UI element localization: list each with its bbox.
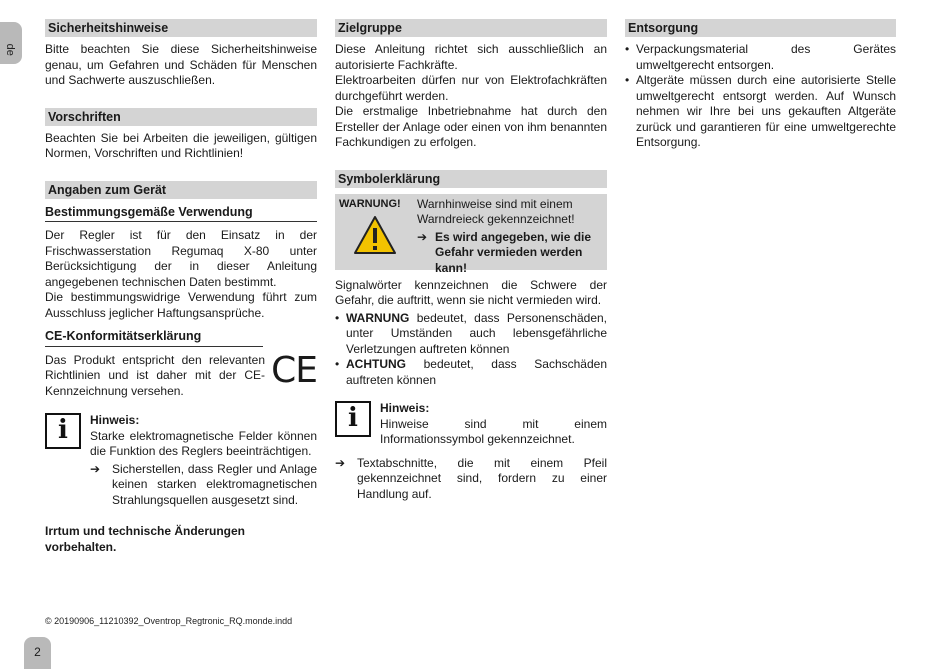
note-text: Starke elektromagnetische Felder können die Funktion des Reglers beeinträchtigen.	[90, 428, 317, 458]
heading-symbols: Symbolerklärung	[335, 170, 607, 188]
signal-word-text: bedeutet, dass Personenschäden, unter Umständen auch lebensgefährliche Verletzungen auftreten können	[346, 310, 607, 356]
page-number: 2	[24, 637, 51, 669]
warning-text: Warnhinweise sind mit einem Warndreieck gekennzeichnet!	[417, 196, 575, 226]
signal-words-text: Signalwörter kennzeichnen die Schwere der Gefahr, die auftritt, wenn sie nicht vermieden wird.	[335, 277, 607, 307]
warning-label: WARNUNG!	[339, 197, 401, 210]
heading-disposal: Entsorgung	[625, 19, 896, 37]
ce-block	[45, 349, 317, 400]
column-2	[335, 19, 607, 502]
target-text-3: Die erstmalige Inbetriebnahme hat durch den Ersteller der Anlage oder einen von ihm benannten Fachkundigen zu erfolgen.	[335, 104, 607, 149]
note-action: Sicherstellen, dass Regler und Anlage keinen starken elektromagnetischen Strahlungsquellen ausgesetzt sind.	[112, 461, 317, 507]
warning-action: Es wird angegeben, wie die Gefahr vermieden werden kann!	[435, 229, 592, 275]
target-text-1: Diese Anleitung richtet sich ausschließlich an autorisierte Fachkräfte.	[335, 42, 607, 72]
ce-mark: CE	[271, 349, 317, 391]
signal-word-list	[335, 311, 607, 389]
footer-file-info: © 20190906_11210392_Oventrop_Regtronic_RQ.monde.indd	[45, 616, 293, 626]
list-item	[335, 311, 607, 358]
heading-regulations: Vorschriften	[45, 108, 317, 126]
regulations-text: Beachten Sie bei Arbeiten die jeweiligen, gültigen Normen, Vorschriften und Richtlinien!	[45, 130, 317, 160]
language-tab	[0, 22, 22, 64]
misuse-text: Die bestimmungswidrige Verwendung führt zum Ausschluss jeglicher Haftungsansprüche.	[45, 290, 317, 320]
language-label: de	[3, 43, 16, 56]
info-icon: i	[45, 413, 81, 449]
ce-text: Das Produkt entspricht den relevanten Richtlinien und ist daher mit der CE-Kennzeichnung versehen.	[45, 352, 265, 398]
heading-device: Angaben zum Gerät	[45, 181, 317, 199]
info-title: Hinweis:	[380, 401, 430, 415]
warning-box	[335, 194, 607, 275]
list-item	[335, 357, 607, 388]
arrow-right-icon: ➔	[335, 455, 346, 470]
disposal-list	[625, 42, 896, 151]
target-text-2: Elektroarbeiten dürfen nur von Elektrofachkräften durchgeführt werden.	[335, 73, 607, 103]
info-symbol-block	[335, 401, 607, 448]
subheading-intended-use: Bestimmungsgemäße Verwendung	[45, 205, 317, 223]
safety-text: Bitte beachten Sie diese Sicherheitshinweise genau, um Gefahren und Schäden für Menschen und Sachwerte auszuschließen.	[45, 42, 317, 87]
signal-word: WARNUNG	[346, 310, 410, 325]
arrow-right-icon: ➔	[90, 461, 101, 476]
column-1	[45, 19, 317, 555]
info-text: Hinweise sind mit einem Informationssymbol gekennzeichnet.	[380, 416, 607, 446]
heading-target-group: Zielgruppe	[335, 19, 607, 37]
disclaimer: Irrtum und technische Änderungen vorbehalten.	[45, 524, 246, 554]
note-block	[45, 413, 317, 508]
arrow-right-icon: ➔	[417, 229, 428, 244]
column-3	[625, 19, 896, 151]
arrow-text: Textabschnitte, die mit einem Pfeil gekennzeichnet sind, fordern zu einer Handlung auf.	[357, 455, 607, 501]
list-item: • Altgeräte müssen durch eine autorisierte Stelle umweltgerecht entsorgt werden. Auf Wunsch nehmen wir Ihre bei uns gekauften Altgeräte zurück und garantieren für eine umweltgerechte Entsorgung.	[625, 73, 896, 151]
signal-word-text: bedeutet, dass Sachschäden auftreten können	[346, 357, 607, 387]
intended-use-text: Der Regler ist für den Einsatz in der Frischwasserstation Regumaq X-80 unter Berücksichtigung der in dieser Anleitung angegebenen technischen Daten bestimmt.	[45, 228, 317, 289]
warning-triangle-icon	[353, 215, 397, 255]
info-icon: i	[335, 401, 371, 437]
list-item: • Verpackungsmaterial des Gerätes umweltgerecht entsorgen.	[625, 42, 896, 73]
arrow-explanation	[335, 456, 607, 503]
subheading-ce: CE-Konformitätserklärung	[45, 329, 263, 347]
heading-safety: Sicherheitshinweise	[45, 19, 317, 37]
note-title: Hinweis:	[90, 413, 140, 427]
signal-word: ACHTUNG	[346, 357, 406, 371]
